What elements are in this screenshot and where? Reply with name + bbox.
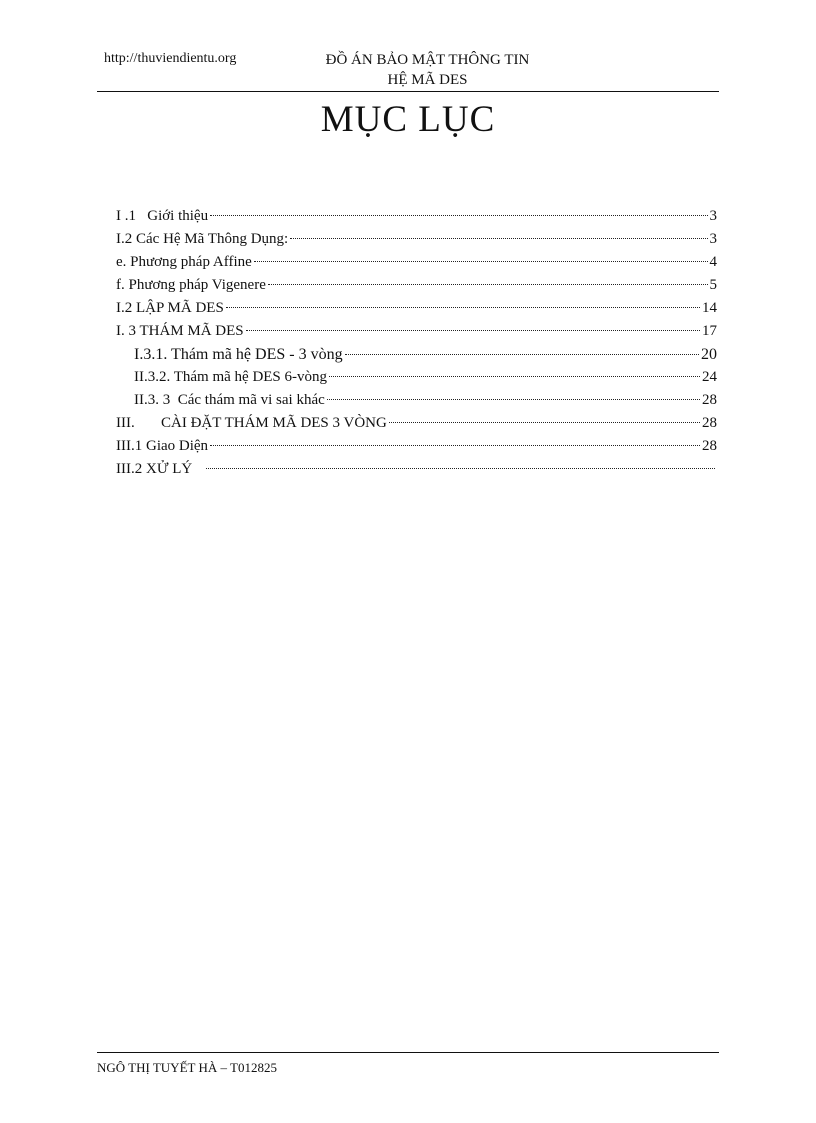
toc-entry[interactable] xyxy=(116,458,717,481)
toc-entry-page: 14 xyxy=(702,300,717,316)
toc-dot-leader xyxy=(327,399,700,400)
toc-dot-leader xyxy=(268,284,708,285)
toc-entry[interactable] xyxy=(116,205,717,228)
toc-entry[interactable] xyxy=(116,435,717,458)
toc-dot-leader xyxy=(210,215,707,216)
toc-entry-label: II.3.2. Thám mã hệ DES 6-vòng xyxy=(134,369,328,385)
toc-dot-leader xyxy=(226,307,700,308)
toc-entry[interactable] xyxy=(116,228,717,251)
toc-entry-page: 4 xyxy=(709,254,717,270)
toc-entry[interactable] xyxy=(116,274,717,297)
toc-entry-label: III.2 XỬ LÝ xyxy=(116,461,193,477)
toc-dot-leader xyxy=(246,330,700,331)
toc-entry-label: I .1 Giới thiệu xyxy=(116,208,209,224)
header-divider xyxy=(97,91,719,92)
header-title-line2: HỆ MÃ DES xyxy=(387,72,468,88)
header-title xyxy=(300,50,555,90)
header-title-line1: ĐỒ ÁN BẢO MẬT THÔNG TIN xyxy=(325,52,530,68)
toc-entry-label: e. Phương pháp Affine xyxy=(116,254,252,270)
toc-dot-leader xyxy=(210,445,700,446)
toc-entry[interactable] xyxy=(116,343,717,366)
toc-entry-label: I.2 Các Hệ Mã Thông Dụng: xyxy=(116,231,289,247)
toc-entry-label: f. Phương pháp Vigenere xyxy=(116,277,266,293)
toc-entry-page: 5 xyxy=(709,277,717,293)
toc-entry[interactable] xyxy=(116,412,717,435)
toc-entry[interactable] xyxy=(116,251,717,274)
toc-entry-page: 3 xyxy=(709,208,717,224)
toc-dot-leader xyxy=(254,261,708,262)
footer-author: NGÔ THỊ TUYẾT HÀ – T012825 xyxy=(97,1060,277,1075)
toc-dot-leader xyxy=(329,376,700,377)
toc-entry-page: 24 xyxy=(702,369,717,385)
table-of-contents xyxy=(116,205,717,481)
toc-entry-page: 28 xyxy=(702,438,717,454)
page-title: MỤC LỤC xyxy=(320,99,496,140)
toc-entry-label: III. CÀI ĐẶT THÁM MÃ DES 3 VÒNG xyxy=(116,415,387,431)
toc-entry-label: I. 3 THÁM MÃ DES xyxy=(116,323,244,339)
toc-entry-label: I.3.1. Thám mã hệ DES - 3 vòng xyxy=(134,346,343,363)
toc-entry-label: II.3. 3 Các thám mã vi sai khác xyxy=(134,392,325,408)
header-url: http://thuviendientu.org xyxy=(104,51,237,66)
toc-dot-leader xyxy=(389,422,700,423)
toc-dot-leader xyxy=(290,238,707,239)
toc-entry-page: 17 xyxy=(702,323,717,339)
toc-dot-leader xyxy=(206,468,715,469)
toc-entry-label: III.1 Giao Diện xyxy=(116,438,209,454)
toc-dot-leader xyxy=(345,354,699,355)
footer-divider xyxy=(97,1052,719,1053)
toc-entry[interactable] xyxy=(116,320,717,343)
toc-entry-page: 20 xyxy=(701,346,717,363)
toc-entry-page: 3 xyxy=(709,231,717,247)
toc-entry-label: I.2 LẬP MÃ DES xyxy=(116,300,224,316)
toc-entry[interactable] xyxy=(116,366,717,389)
toc-entry[interactable] xyxy=(116,389,717,412)
toc-entry-page: 28 xyxy=(702,415,717,431)
toc-entry[interactable] xyxy=(116,297,717,320)
toc-entry-page: 28 xyxy=(702,392,717,408)
